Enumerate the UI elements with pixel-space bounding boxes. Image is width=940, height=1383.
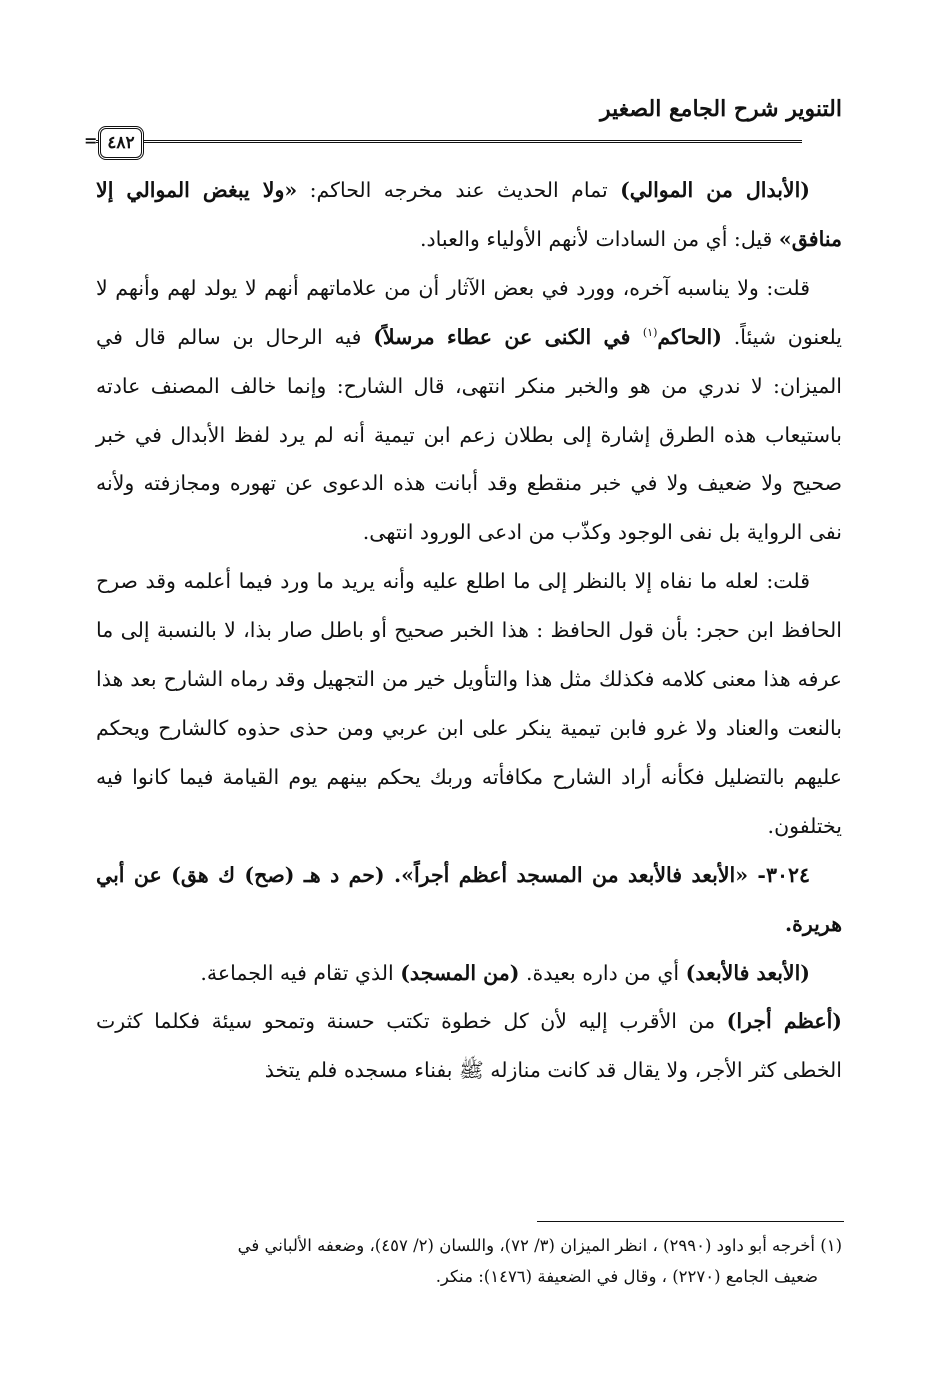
bold-source: (الحاكم [657,324,722,349]
paragraph-1 [96,166,842,264]
text-run: قيل: أي من السادات لأنهم الأولياء والعباد. [420,226,779,251]
hadith-number: ٣٠٢٤- [748,862,810,887]
text-run: قلت: ولا يناسبه آخره، وورد في بعض الآثار أن من علاماتهم أنهم لا يولد لهم وأنهم لا يلعنون شيئاً. [96,275,843,349]
hadith-entry [96,851,842,949]
bold-term: (أعظم أجرا) [726,1009,842,1034]
bold-hadith-quote: «ولا يبغض الموالي إلا منافق» [96,178,842,251]
footnote-line: (١) أخرجه أبو داود (٢٩٩٠) ، انظر الميزان (٣/ ٧٢)، واللسان (٢/ ٤٥٧)، وضعفه الألباني في [237,1236,842,1255]
page-number-ornament: = [84,131,98,150]
footnote-line: ضعيف الجامع (٢٢٧٠) ، وقال في الضعيفة (١٤٧٦): منكر. [435,1267,818,1286]
bold-term: (الأبدال من الموالي) [620,178,810,202]
footnote-ref: (١) [642,325,658,339]
text-run: تمام الحديث عند مخرجه الحاكم: [297,178,621,202]
text-run: الذي تقام فيه الجماعة. [200,960,401,985]
book-title: التنوير شرح الجامع الصغير [600,96,842,122]
bold-source: في الكنى عن عطاء مرسلاً) [373,324,643,349]
footnotes [96,1230,842,1292]
hadith-text: «الأبعد فالأبعد من المسجد أعظم أجراً». (حم د هـ (صح) ك هق) عن أبي هريرة. [96,862,842,936]
paragraph-3 [96,557,842,850]
main-text [96,166,842,1095]
paragraph-4 [96,949,842,998]
page-number: ٤٨٢ [98,126,144,160]
paragraph-5 [96,997,842,1095]
footnote-separator [537,1221,844,1222]
text-run: قلت: لعله ما نفاه إلا بالنظر إلى ما اطلع عليه وأنه يريد ما ورد فيما أعلمه وقد صرح الحافظ ابن حجر: بأن قول الحافظ : هذا الخبر صحيح أو باطل صار بذا، لا بالنسبة إلى ما عرفه هذا معنى كلامه فكذلك مثل هذا والتأويل خير من التجهيل وقد رماه الشارح بعد هذا بالنعت والعناد ولا غرو فابن تيمية ينكر على ابن عربي ومن حذى حذوه كالشارح ويحكم عليهم بالتضليل فكأنه أراد الشارح مكافأته وربك يحكم بينهم يوم القيامة فيما كانوا فيه يختلفون. [96,569,842,838]
bold-term: (الأبعد فالأبعد) [685,960,810,985]
header-rule [96,140,802,143]
text-run: فيه الرحال بن سالم قال في الميزان: لا ندري من هو والخبر منكر انتهى، قال الشارح: وإنما خالف المصنف عادته باستيعاب هذه الطرق إشارة إلى بطلان زعم ابن تيمية أنه لم يرد لفظ الأبدال في خبر صحيح ولا ضعيف ولا في خبر منقطع وقد أبانت هذه الدعوى عن تهوره ومجازفته ولأنه نفى الرواية بل نفى الوجود وكذّب من ادعى الورود انتهى. [96,324,842,545]
text-run: من الأقرب إليه لأن كل خطوة تكتب حسنة وتمحو سيئة فكلما كثرت الخطى كثر الأجر، ولا يقال قد كانت منازله ﷺ بفناء مسجده فلم يتخذ [96,1009,842,1083]
text-run: أي من داره بعيدة. [519,960,686,985]
paragraph-2 [96,264,842,557]
bold-term: (من المسجد) [400,960,520,985]
